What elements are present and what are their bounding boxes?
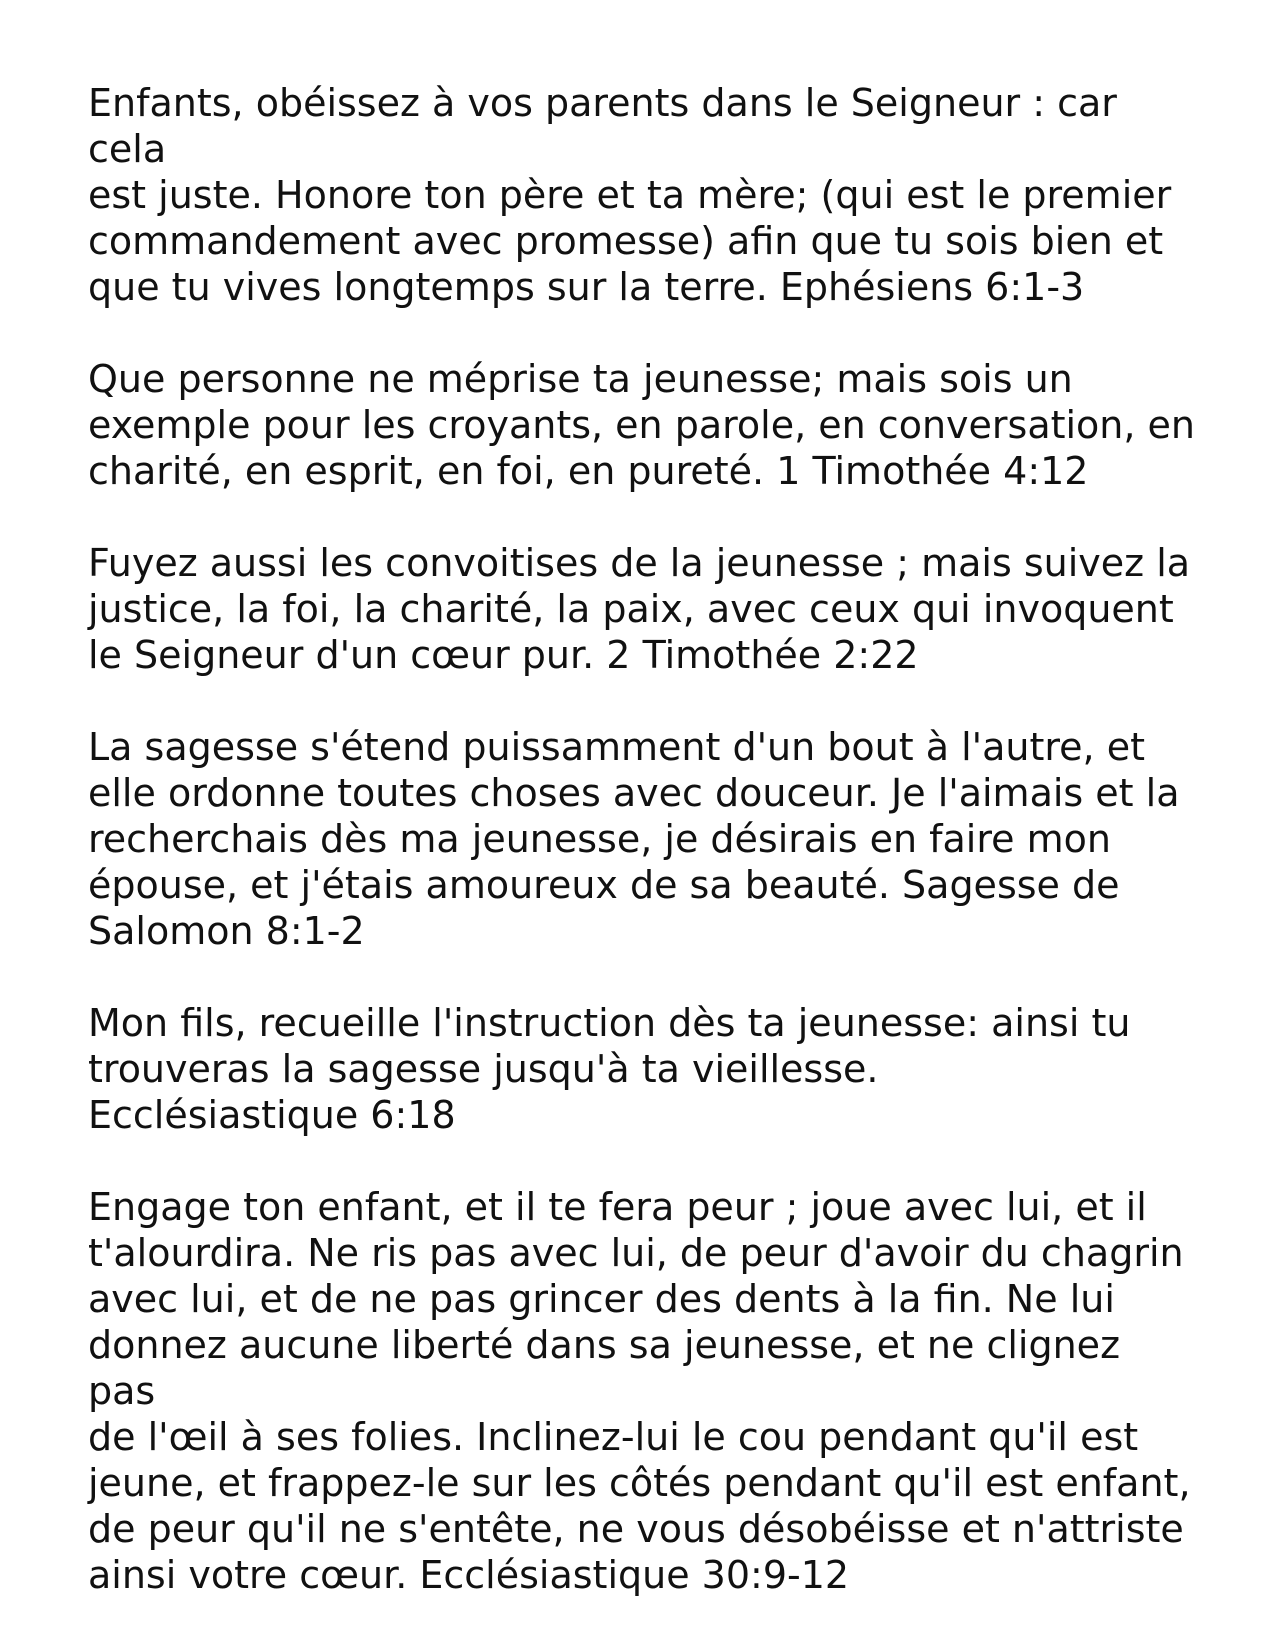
text-line: exemple pour les croyants, en parole, en conversation, en [88,403,1196,447]
text-line: Fuyez aussi les convoitises de la jeunesse ; mais suivez la [88,541,1191,585]
text-line: recherchais dès ma jeunesse, je désirais en faire mon [88,817,1111,861]
text-line: épouse, et j'étais amoureux de sa beauté. Sagesse de [88,863,1120,907]
text-line: que tu vives longtemps sur la terre. Ephésiens 6:1-3 [88,265,1085,309]
text-line: Mon fils, recueille l'instruction dès ta jeunesse: ainsi tu [88,1001,1131,1045]
text-line: est juste. Honore ton père et ta mère; (qui est le premier [88,173,1172,217]
text-line: La sagesse s'étend puissamment d'un bout à l'autre, et [88,725,1145,769]
text-line: jeune, et frappez-le sur les côtés pendant qu'il est enfant, [88,1461,1191,1505]
text-line: Ecclésiastique 6:18 [88,1093,456,1137]
text-line: t'alourdira. Ne ris pas avec lui, de peur d'avoir du chagrin [88,1231,1184,1275]
text-line: de peur qu'il ne s'entête, ne vous désobéisse et n'attriste [88,1507,1184,1551]
text-line: Que personne ne méprise ta jeunesse; mais sois un [88,357,1073,401]
text-line: elle ordonne toutes choses avec douceur. Je l'aimais et la [88,771,1180,815]
text-line: justice, la foi, la charité, la paix, avec ceux qui invoquent [88,587,1174,631]
verse-paragraph-1-timothee [88,356,1198,494]
verse-paragraph-sagesse [88,724,1198,954]
verse-paragraph-2-timothee [88,540,1198,678]
document-page [88,80,1198,1644]
text-line: ainsi votre cœur. Ecclésiastique 30:9-12 [88,1553,850,1597]
text-line: Enfants, obéissez à vos parents dans le Seigneur : car cela [88,81,1117,171]
text-line: Salomon 8:1-2 [88,909,365,953]
text-line: commandement avec promesse) afin que tu sois bien et [88,219,1164,263]
verse-paragraph-ecclesiastique-6 [88,1000,1198,1138]
verse-paragraph-ecclesiastique-30 [88,1184,1198,1598]
text-line: avec lui, et de ne pas grincer des dents à la fin. Ne lui [88,1277,1115,1321]
text-line: charité, en esprit, en foi, en pureté. 1 Timothée 4:12 [88,449,1089,493]
verse-paragraph-ephesiens [88,80,1198,310]
text-line: donnez aucune liberté dans sa jeunesse, et ne clignez pas [88,1323,1121,1413]
text-line: trouveras la sagesse jusqu'à ta vieillesse. [88,1047,879,1091]
text-line: le Seigneur d'un cœur pur. 2 Timothée 2:22 [88,633,919,677]
text-line: Engage ton enfant, et il te fera peur ; joue avec lui, et il [88,1185,1147,1229]
text-line: de l'œil à ses folies. Inclinez-lui le cou pendant qu'il est [88,1415,1139,1459]
